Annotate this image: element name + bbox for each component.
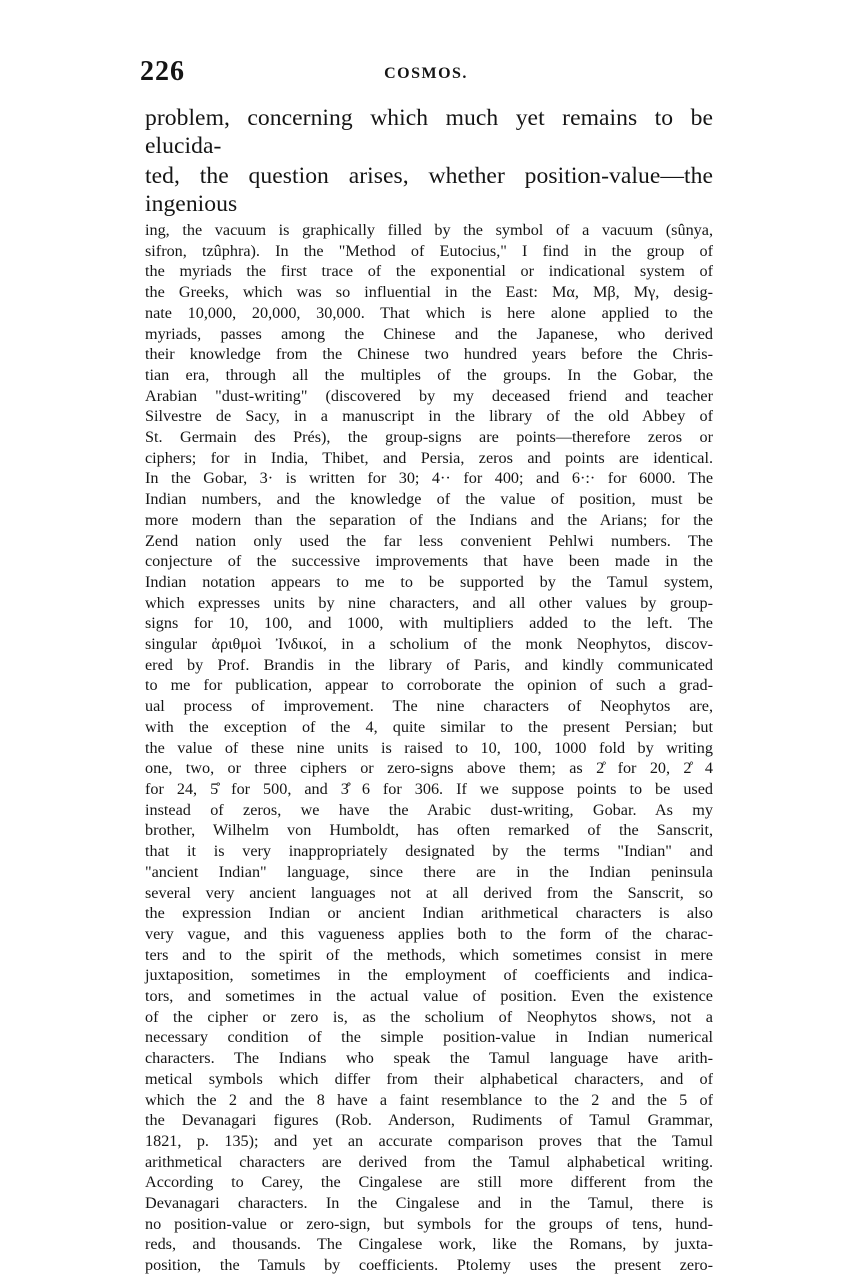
- footnote-line: characters. The Indians who speak the Tamul language have arith-: [145, 1049, 713, 1068]
- body-text: [145, 104, 713, 1276]
- footnote-line: no position-value or zero-sign, but symbols for the groups of tens, hund-: [145, 1214, 713, 1233]
- footnote-line: nate 10,000, 20,000, 30,000. That which is here alone applied to the: [145, 303, 713, 322]
- page-number: 226: [140, 56, 185, 87]
- footnote-line: Devanagari characters. In the Cingalese and in the Tamul, there is: [145, 1194, 713, 1213]
- footnote-line: ing, the vacuum is graphically filled by the symbol of a vacuum (sûnya,: [145, 221, 713, 239]
- footnote-line: ciphers; for in India, Thibet, and Persia, zeros and points are identical.: [145, 448, 713, 467]
- footnote-line: In the Gobar, 3· is written for 30; 4·· for 400; and 6·:· for 6000. The: [145, 469, 713, 488]
- footnote-line: to me for publication, appear to corroborate the opinion of such a grad-: [145, 676, 713, 695]
- footnote-line: the expression Indian or ancient Indian arithmetical characters is also: [145, 904, 713, 923]
- footnote-line: of the cipher or zero is, as the scholium of Neophytos shows, not a: [145, 1007, 713, 1026]
- footnote-line: Indian numbers, and the knowledge of the value of position, must be: [145, 490, 713, 509]
- main-text-line: ted, the question arises, whether position-value—the ingenious: [145, 163, 713, 217]
- footnote-line: ters and to the spirit of the methods, which sometimes consist in mere: [145, 945, 713, 964]
- footnote-line: ered by Prof. Brandis in the library of Paris, and kindly communicated: [145, 655, 713, 674]
- footnote-line: juxtaposition, sometimes in the employment of coefficients and indica-: [145, 966, 713, 985]
- footnote-line: more modern than the separation of the Indians and the Arians; for the: [145, 510, 713, 529]
- footnote-line: for 24, 5̊̊ for 500, and 3̊̊ 6 for 306. If we suppose points to be used: [145, 779, 713, 798]
- footnote-line: ual process of improvement. The nine characters of Neophytos are,: [145, 697, 713, 716]
- footnote-line: one, two, or three ciphers or zero-signs above them; as 2̊ for 20, 2̊ 4: [145, 759, 713, 778]
- footnote-line: conjecture of the successive improvements that have been made in the: [145, 552, 713, 571]
- footnote-line: their knowledge from the Chinese two hundred years before the Chris-: [145, 345, 713, 364]
- footnote-line: position, the Tamuls by coefficients. Ptolemy uses the present zero-: [145, 1256, 713, 1275]
- footnote-line: According to Carey, the Cingalese are still more different from the: [145, 1173, 713, 1192]
- footnote-line: sifron, tzûphra). In the "Method of Eutocius," I find in the group of: [145, 241, 713, 260]
- footnote-line: several very ancient languages not at all derived from the Sanscrit, so: [145, 883, 713, 902]
- footnote-line: singular ἀριθμοὶ Ἰνδικοί, in a scholium of the monk Neophytos, discov-: [145, 635, 713, 654]
- footnote-line: the value of these nine units is raised to 10, 100, 1000 fold by writing: [145, 738, 713, 757]
- footnote-line: brother, Wilhelm von Humboldt, has often remarked of the Sanscrit,: [145, 821, 713, 840]
- footnote-line: arithmetical characters are derived from the Tamul alphabetical writing.: [145, 1152, 713, 1171]
- footnote-line: signs for 10, 100, and 1000, with multipliers added to the left. The: [145, 614, 713, 633]
- footnote-line: necessary condition of the simple position-value in Indian numerical: [145, 1028, 713, 1047]
- main-text-line: problem, concerning which much yet remains to be elucida-: [145, 105, 713, 159]
- footnote-line: the Greeks, which was so influential in the East: Mα, Mβ, Mγ, desig-: [145, 283, 713, 302]
- footnote-line: Arabian "dust-writing" (discovered by my deceased friend and teacher: [145, 386, 713, 405]
- footnote-line: that it is very inappropriately designated by the terms "Indian" and: [145, 842, 713, 861]
- footnote-line: "ancient Indian" language, since there are in the Indian peninsula: [145, 862, 713, 881]
- footnote-line: the Devanagari figures (Rob. Anderson, Rudiments of Tamul Grammar,: [145, 1111, 713, 1130]
- footnote-line: reds, and thousands. The Cingalese work, like the Romans, by juxta-: [145, 1235, 713, 1254]
- footnote-line: which expresses units by nine characters, and all other values by group-: [145, 593, 713, 612]
- footnote-line: Silvestre de Sacy, in a manuscript in the library of the old Abbey of: [145, 407, 713, 426]
- running-title: COSMOS.: [384, 65, 468, 82]
- footnote-line: tian era, through all the multiples of the groups. In the Gobar, the: [145, 365, 713, 384]
- footnote-line: very vague, and this vagueness applies both to the form of the charac-: [145, 924, 713, 943]
- footnote-line: Zend nation only used the far less convenient Pehlwi numbers. The: [145, 531, 713, 550]
- running-head: [140, 56, 712, 90]
- footnote-line: Indian notation appears to me to be supported by the Tamul system,: [145, 572, 713, 591]
- footnote-line: myriads, passes among the Chinese and the Japanese, who derived: [145, 324, 713, 343]
- footnote-line: tors, and sometimes in the actual value of position. Even the existence: [145, 987, 713, 1006]
- footnote-line: with the exception of the 4, quite similar to the present Persian; but: [145, 717, 713, 736]
- footnote-line: the myriads the first trace of the exponential or indicational system of: [145, 262, 713, 281]
- footnote-line: St. Germain des Prés), the group-signs are points—therefore zeros or: [145, 428, 713, 447]
- footnote-line: instead of zeros, we have the Arabic dust-writing, Gobar. As my: [145, 800, 713, 819]
- footnote-line: which the 2 and the 8 have a faint resemblance to the 2 and the 5 of: [145, 1090, 713, 1109]
- footnote-line: metical symbols which differ from their alphabetical characters, and of: [145, 1069, 713, 1088]
- footnote-line: 1821, p. 135); and yet an accurate comparison proves that the Tamul: [145, 1131, 713, 1150]
